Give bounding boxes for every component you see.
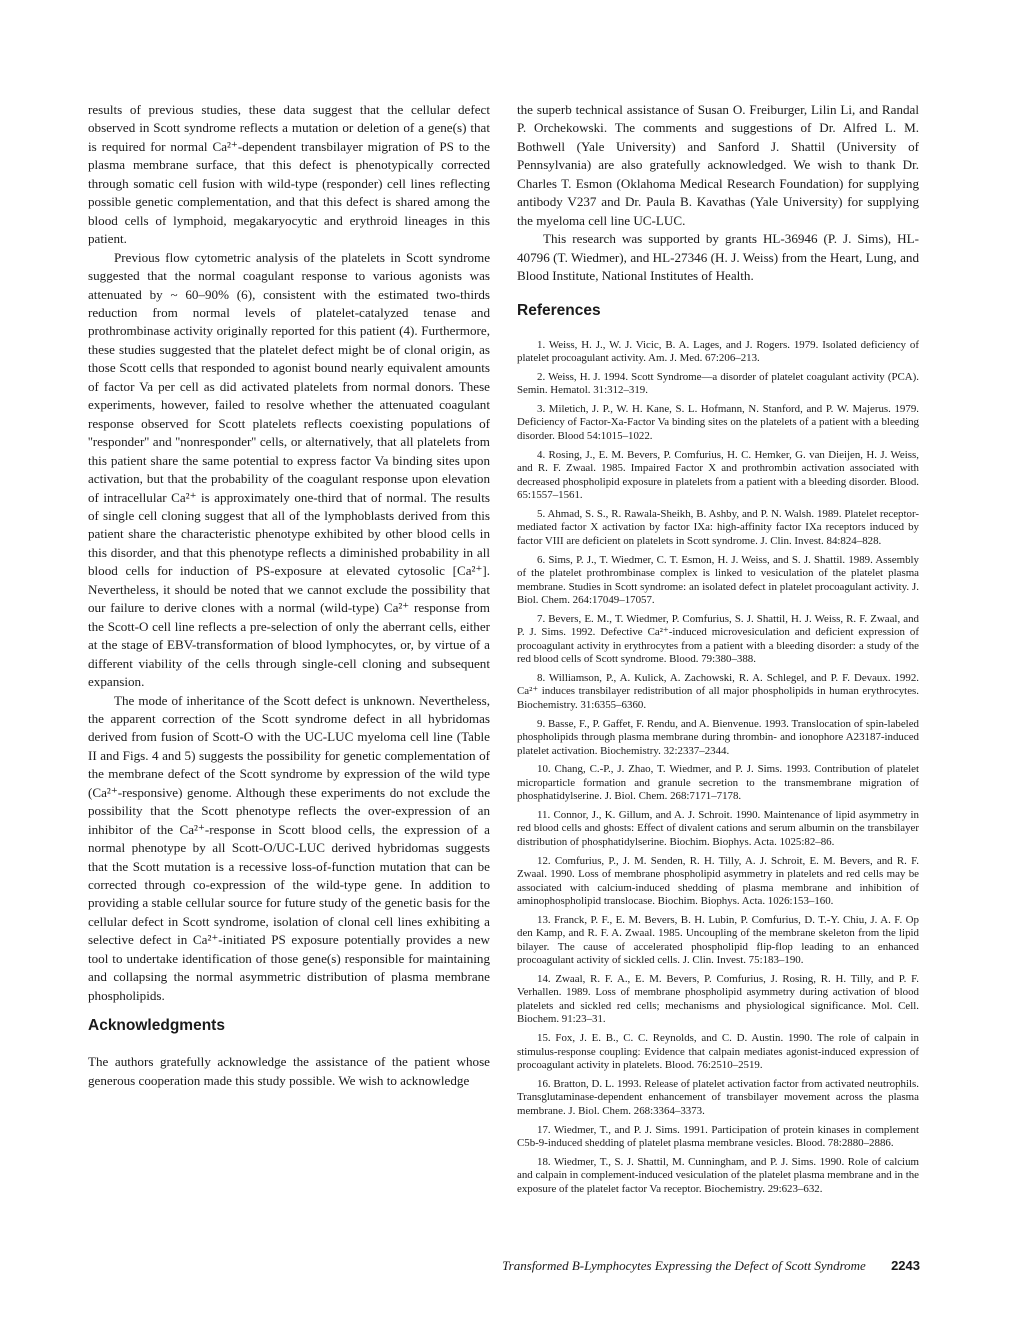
reference-item: 9. Basse, F., P. Gaffet, F. Rendu, and A. Bienvenue. 1993. Translocation of spin-labeled phospholipids through plasma membrane during thrombin- and ionophore A23187-induced platelet activation. Biochemistry. 32:2337–2344. [517,717,919,757]
reference-item: 12. Comfurius, P., J. M. Senden, R. H. Tilly, A. J. Schroit, E. M. Bevers, and R. F. Zwaal. 1990. Loss of membrane phospholipid asymmetry in platelets and red cells may be associated with calcium-induced shedding of plasma membrane and inhibition of aminophospholipid translocase. Biochim. Biophys. Acta. 1026:153–160. [517,854,919,908]
grant-support-paragraph: This research was supported by grants HL-36946 (P. J. Sims), HL-40796 (T. Wiedmer), and HL-27346 (H. J. Weiss) from the Heart, Lung, and Blood Institute, National Institutes of Health. [517,231,919,284]
reference-item: 1. Weiss, H. J., W. J. Vicic, B. A. Lages, and J. Rogers. 1979. Isolated deficiency of platelet procoagulant activity. Am. J. Med. 67:206–213. [517,338,919,364]
reference-item: 2. Weiss, H. J. 1994. Scott Syndrome—a disorder of platelet coagulant activity (PCA). Semin. Hematol. 31:312–319. [517,370,919,397]
reference-item: 11. Connor, J., K. Gillum, and A. J. Schroit. 1990. Maintenance of lipid asymmetry in red blood cells and ghosts: Effect of divalent cations and serum albumin on the transbilayer distribution of phosphatidylserine. Biochim. Biophys. Acta. 1025:82–86. [517,809,919,848]
page-footer [420,1258,920,1274]
reference-item: 7. Bevers, E. M., T. Wiedmer, P. Comfurius, S. J. Shattil, H. J. Weiss, R. F. Zwaal, and P. J. Sims. 1992. Defective Ca²⁺-induced microvesiculation and deficient expression of procoagulant activity in erythrocytes from a patient with a bleeding disorder: a study of the red blood cells of Scott syndrome. Blood. 79:380–388. [517,612,919,666]
reference-item: 4. Rosing, J., E. M. Bevers, P. Comfurius, H. C. Hemker, G. van Dieijen, H. J. Weiss, and R. F. Zwaal. 1985. Impaired Factor X and prothrombin activation associated with decreased phospholipid exposure in platelets from a patient with a bleeding disorder. Blood. 65:1557–1561. [517,448,919,502]
reference-item: 3. Miletich, J. P., W. H. Kane, S. L. Hofmann, N. Stanford, and P. W. Majerus. 1979. Deficiency of Factor-Xa-Factor Va binding sites on the platelets of a patient with a bleeding disorder. Blood 54:1015–1022. [517,403,919,442]
reference-item: 10. Chang, C.-P., J. Zhao, T. Wiedmer, and P. J. Sims. 1993. Contribution of platelet microparticle formation and granule secretion to the transmembrane migration of phosphatidylserine. J. Biol. Chem. 268:7171–7178. [517,763,919,803]
right-column [517,101,919,1202]
acknowledgments-continued: the superb technical assistance of Susan O. Freiburger, Lilin Li, and Randal P. Orchekowski. The comments and suggestions of Dr. Alfred L. M. Bothwell (Yale University) and Sanford J. Shattil (University of Pennsylvania) are also gratefully acknowledged. We wish to thank Dr. Charles T. Esmon (Oklahoma Medical Research Foundation) for supplying antibody V237 and Dr. Paula B. Kavathas (Yale University) for supplying the myeloma cell line UC-LUC. [517,102,919,228]
reference-item: 17. Wiedmer, T., and P. J. Sims. 1991. Participation of protein kinases in complement C5b-9-induced shedding of platelet plasma membrane vesicles. Blood. 78:2880–2886. [517,1123,919,1150]
left-column [88,101,490,1090]
acknowledgments-paragraph: The authors gratefully acknowledge the assistance of the patient whose generous cooperation made this study possible. We wish to acknowledge [88,1054,490,1088]
reference-item: 14. Zwaal, R. F. A., E. M. Bevers, P. Comfurius, J. Rosing, R. H. Tilly, and P. F. Verhallen. 1989. Loss of membrane phospholipid asymmetry during activation of blood platelets and sickled red cells; mechanisms and physiological significance. Mol. Cell. Biochem. 91:23–31. [517,973,919,1026]
acknowledgments-heading: Acknowledgments [88,1017,225,1035]
page-number: 2243 [891,1258,920,1273]
references-heading: References [517,301,601,319]
reference-item: 15. Fox, J. E. B., C. C. Reynolds, and C. D. Austin. 1990. The role of calpain in stimulus-response coupling: Evidence that calpain mediates agonist-induced expression of procoagulant activity in platelets. Blood. 76:2510–2519. [517,1032,919,1072]
references-list [517,339,919,1197]
reference-item: 6. Sims, P. J., T. Wiedmer, C. T. Esmon, H. J. Weiss, and S. J. Shattil. 1989. Assembly of the platelet prothrombinase complex is linked to vesiculation of the platelet plasma membrane. Studies in Scott syndrome: an isolated defect in platelet procoagulant activity. J. Biol. Chem. 264:17049–17057. [517,553,919,606]
running-title: Transformed B-Lymphocytes Expressing the Defect of Scott Syndrome [502,1258,866,1273]
discussion-paragraph-2: Previous flow cytometric analysis of the platelets in Scott syndrome suggested that the normal coagulant response to various agonists was attenuated by ~ 60–90% (6), consistent with the estimated two-thirds reduction from normal levels of platelet-catalyzed tenase and prothrombinase activity originally reported for this patient (4). Furthermore, these studies suggested that the platelet defect might be of clonal origin, as those Scott cells that responded to agonist bound nearly equivalent amounts of factor Va per cell as did activated platelets from normal donors. These experiments, however, failed to resolve whether the attenuated coagulant response observed for Scott platelets reflects coexisting populations of ''responder'' and ''nonresponder'' cells, or alternatively, that all platelets from this patient share the same potential to express factor Va binding sites upon activation, but that the probability of the coagulant response upon elevation of intracellular Ca²⁺ is approximately one-third that of normal. The results of single cell cloning suggest that all of the lymphoblasts derived from this patient share the characteristic phenotype exhibited by other blood cells in this disorder, and that this phenotype reflects a diminished probability in all blood cells for induction of PS-exposure at elevated cytosolic [Ca²⁺]. Nevertheless, it should be noted that we cannot exclude the possibility that our failure to derive clones with a normal (wild-type) Ca²⁺ response from the Scott-O cell line reflects a pre-selection of only the aberrant cells, either at the stage of EBV-transformation of blood lymphocytes, or, by virtue of a different viability of the cells through single-cell cloning and subsequent expansion. [88,249,490,690]
discussion-paragraph-1: results of previous studies, these data suggest that the cellular defect observed in Scott syndrome reflects a mutation or deletion of a gene(s) that is required for normal Ca²⁺-dependent transbilayer migration of PS to the plasma membrane surface, that this defect is phenotypically corrected through somatic cell fusion with wild-type (responder) cell lines reflecting possible genetic complementation, and that this defect is shared among the blood cells of lymphoid, megakaryocytic and erythroid lineages in this patient. [88,102,490,247]
discussion-paragraph-3: The mode of inheritance of the Scott defect is unknown. Nevertheless, the apparent correction of the Scott syndrome defect in all hybridomas derived from fusion of Scott-O with the UC-LUC myeloma cell line (Table II and Figs. 4 and 5) suggests the possibility for genetic complementation of the membrane defect of the Scott syndrome by expression of the wild type (Ca²⁺-responsive) genome. Although these experiments do not exclude the possibility that the Scott phenotype reflects the over-expression of an inhibitor of the Ca²⁺-response in Scott blood cells, the expression of a normal phenotype by all Scott-O/UC-LUC derived hybridomas suggests that the Scott mutation is a recessive loss-of-function mutation that can be corrected through co-expression of the wild-type gene. In addition to providing a stable cellular source for future study of the genetic basis for the cellular defect in Scott syndrome, isolation of clonal cell lines exhibiting a selective defect in Ca²⁺-initiated PS exposure potentially provides a new tool to undertake identification of those gene(s) responsible for maintaining and collapsing the normal asymmetric distribution of plasma membrane phospholipids. [88,692,490,1003]
reference-item: 5. Ahmad, S. S., R. Rawala-Sheikh, B. Ashby, and P. N. Walsh. 1989. Platelet receptor-mediated factor X activation by factor IXa: high-affinity factor IXa receptors induced by factor VIII are deficient on platelets in Scott syndrome. J. Clin. Invest. 84:824–828. [517,507,919,547]
reference-item: 13. Franck, P. F., E. M. Bevers, B. H. Lubin, P. Comfurius, D. T.-Y. Chiu, J. A. F. Op den Kamp, and R. F. A. Zwaal. 1985. Uncoupling of the membrane skeleton from the lipid bilayer. The cause of accelerated phospholipid flip-flop leading to an enhanced procoagulant activity of sickled cells. J. Clin. Invest. 75:183–190. [517,913,919,967]
reference-item: 18. Wiedmer, T., S. J. Shattil, M. Cunningham, and P. J. Sims. 1990. Role of calcium and calpain in complement-induced vesiculation of the platelet plasma membrane and in the exposure of the platelet factor Va receptor. Biochemistry. 29:623–632. [517,1155,919,1195]
reference-item: 16. Bratton, D. L. 1993. Release of platelet activation factor from activated neutrophils. Transglutaminase-dependent enhancement of transbilayer movement across the plasma membrane. J. Biol. Chem. 268:3364–3373. [517,1077,919,1117]
reference-item: 8. Williamson, P., A. Kulick, A. Zachowski, R. A. Schlegel, and P. F. Devaux. 1992. Ca²⁺ induces transbilayer redistribution of all major phospholipids in human erythrocytes. Biochemistry. 31:6355–6360. [517,671,919,711]
